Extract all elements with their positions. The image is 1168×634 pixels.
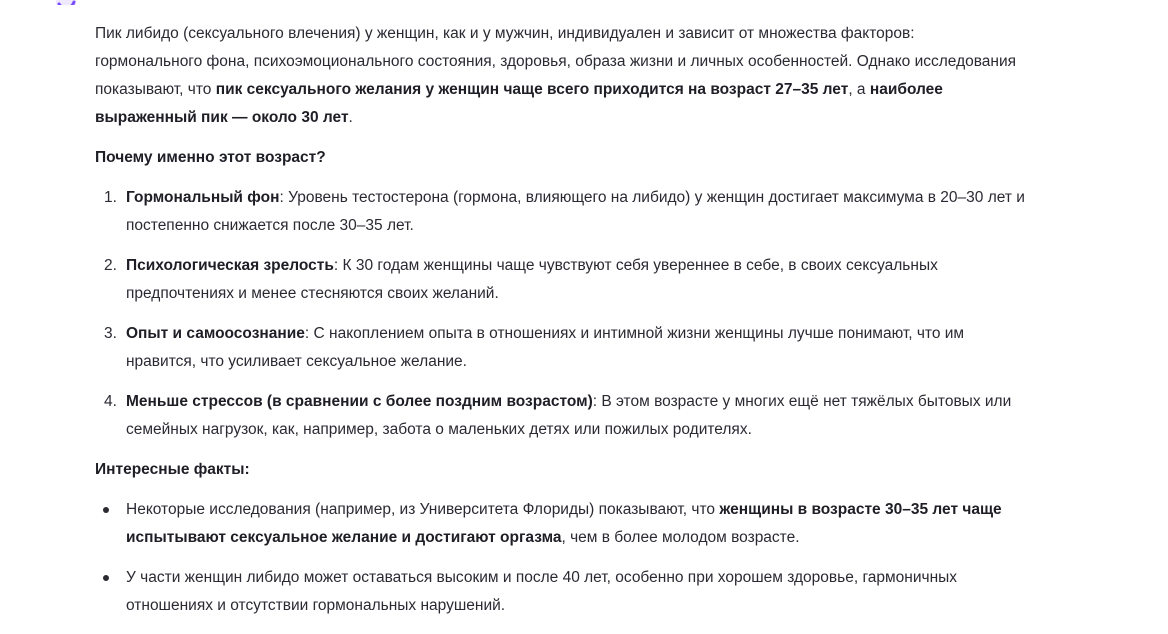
intro-bold-age-range: пик сексуального желания у женщин чаще всего приходится на возраст 27–35 лет	[215, 81, 849, 98]
reason-title: Гормональный фон	[126, 189, 280, 206]
fact-text: У части женщин либидо может оставаться высоким и после 40 лет, особенно при хорошем здоровье, гармоничных отношениях и отсутствии гормональных нарушений.	[126, 569, 958, 614]
list-number: 1.	[104, 189, 117, 206]
assistant-message	[95, 20, 1025, 632]
reason-text: : В этом возрасте у многих ещё нет тяжёлых бытовых или семейных нагрузок, как, например, забота о маленьких детях или пожилых родителях.	[126, 393, 1012, 438]
reason-title: Опыт и самоосознание	[126, 325, 305, 342]
reason-title: Меньше стрессов (в сравнении с более поздним возрастом)	[126, 393, 593, 410]
sparkle-icon	[54, 0, 78, 5]
fact-text: Некоторые исследования (например, из Университета Флориды) показывают, что	[126, 501, 720, 518]
bullet-icon	[103, 507, 109, 513]
list-number: 2.	[104, 257, 117, 274]
list-number: 3.	[104, 325, 117, 342]
fact-text: , чем в более молодом возрасте.	[561, 529, 800, 546]
list-item	[95, 496, 1025, 552]
list-item	[95, 388, 1025, 444]
facts-heading: Интересные факты:	[95, 461, 250, 478]
intro-bold-peak: наиболее выраженный пик — около 30 лет	[95, 81, 943, 126]
intro-paragraph	[95, 20, 1025, 132]
reason-text: : Уровень тестостерона (гормона, влияющего на либидо) у женщин достигает максимума в 20–30 лет и постепенно снижается после 30–35 лет.	[126, 189, 1025, 234]
reason-text: : С накоплением опыта в отношениях и интимной жизни женщины лучше понимают, что им нравится, что усиливает сексуальное желание.	[126, 325, 965, 370]
why-heading: Почему именно этот возраст?	[95, 149, 326, 166]
assistant-avatar	[54, 0, 78, 5]
reason-title: Психологическая зрелость	[126, 257, 334, 274]
reason-text: : К 30 годам женщины чаще чувствуют себя увереннее в себе, в своих сексуальных предпочтениях и менее стесняются своих желаний.	[126, 257, 938, 302]
intro-text: .	[348, 109, 353, 126]
intro-text: Пик либидо (сексуального влечения) у женщин, как и у мужчин, индивидуален и зависит от множества факторов: гормонального фона, психоэмоционального состояния, здоровья, образа жизни и личных особенностей. Однако исследования показывают, что	[95, 25, 1017, 98]
facts-list	[95, 496, 1025, 620]
intro-text: , а	[848, 81, 870, 98]
list-number: 4.	[104, 393, 117, 410]
list-item	[95, 252, 1025, 308]
fact-bold: женщины в возрасте 30–35 лет чаще испытывают сексуальное желание и достигают оргазма	[126, 501, 1002, 546]
bullet-icon	[103, 575, 109, 581]
reasons-list	[95, 184, 1025, 444]
list-item	[95, 564, 1025, 620]
list-item	[95, 320, 1025, 376]
list-item	[95, 184, 1025, 240]
